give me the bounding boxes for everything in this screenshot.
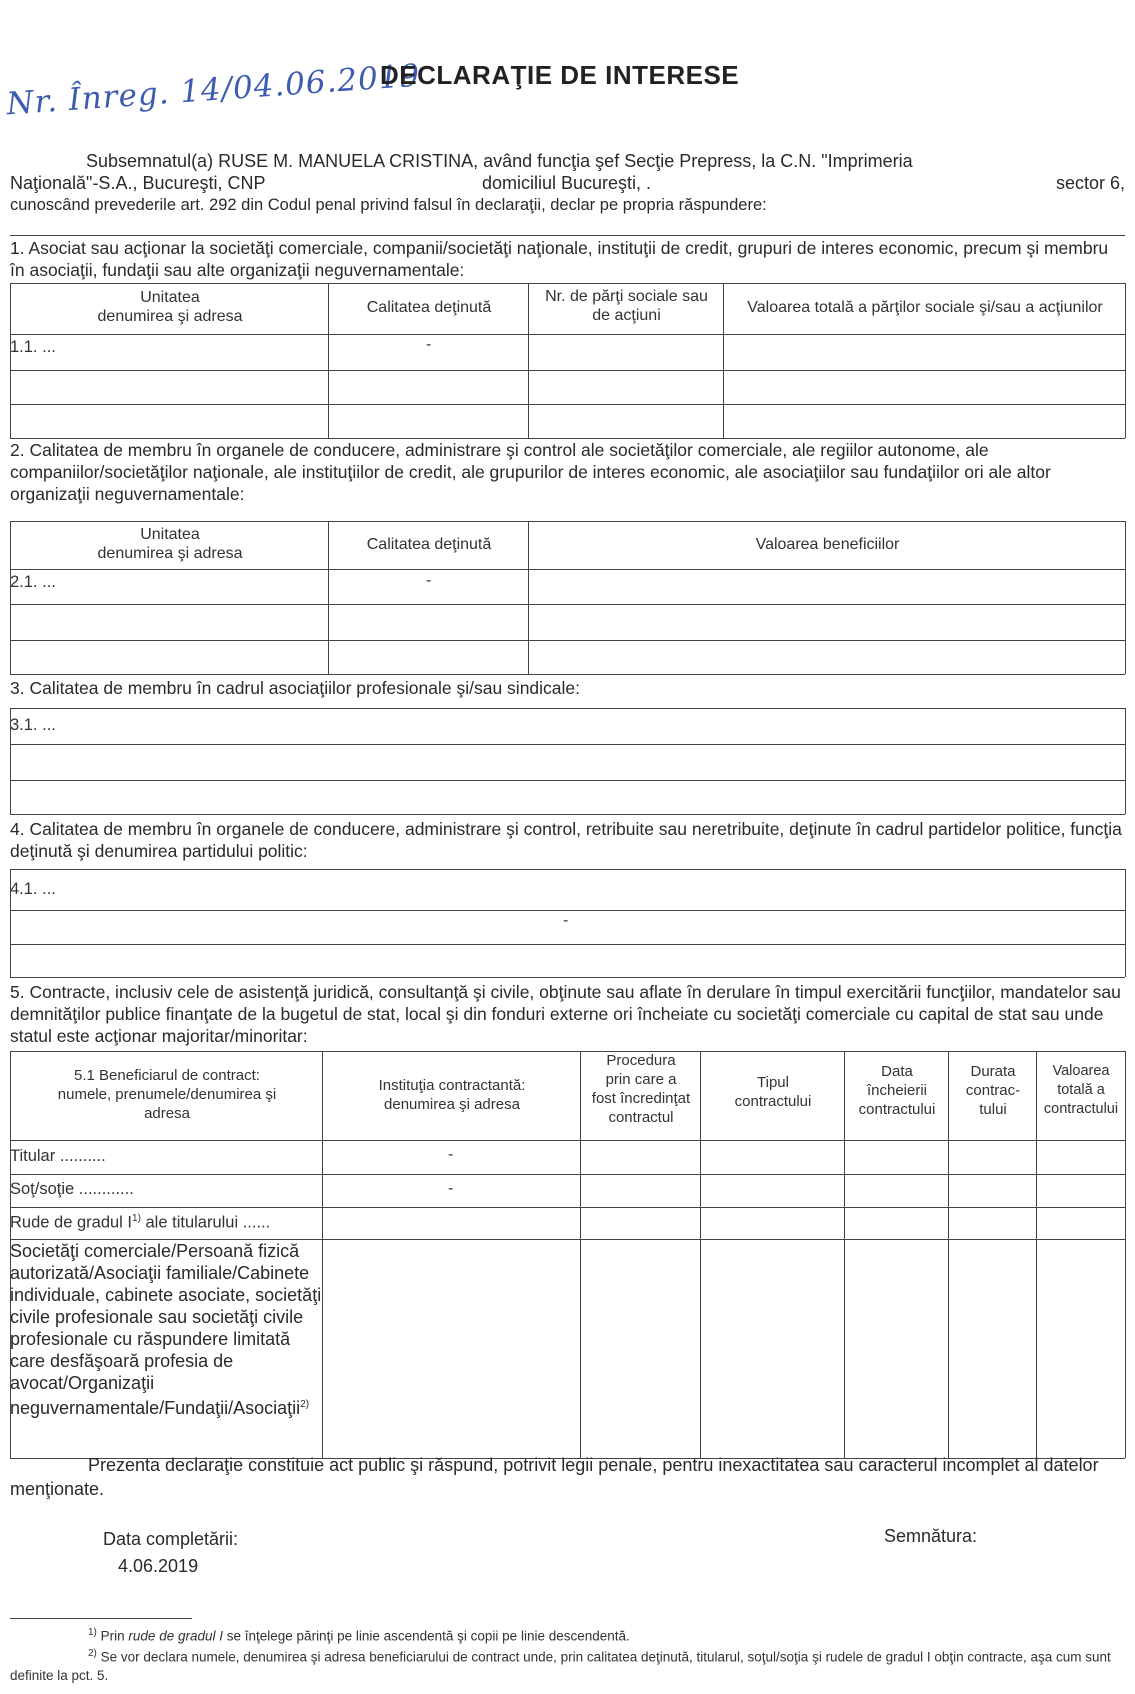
s5-row-spouse: Soţ/soţie ............ xyxy=(10,1180,134,1198)
s3-row-1: 3.1. ... xyxy=(10,716,56,734)
section-2-heading: 2. Calitatea de membru în organele de conducere, administrare şi control ale societăţilor comerciale, ale regiilor autonome, ale companiilor/societăţilor naţionale, ale instituţiilor de credit, ale grupurilor de interes economic, ale asociaţiilor sau fundaţiilor ori ale altor organizaţii neguvernamentale: xyxy=(10,440,1051,504)
signature-label: Semnătura: xyxy=(884,1526,978,1546)
s5-dash-spouse: - xyxy=(448,1180,454,1197)
handwritten-registration-number: Nr. Înreg. 14/04.06.2019 xyxy=(5,57,422,123)
date-label: Data completării: xyxy=(103,1529,239,1549)
footnote-1: $^{1)}$ Prin rude de gradul I se înţelege părinţi pe linie ascendentă şi copii pe linie descendentă. xyxy=(88,1627,630,1644)
document-title: DECLARAŢIE DE INTERESE xyxy=(380,60,740,90)
s1-dash: - xyxy=(426,336,432,353)
s5-col-value: Valoarea totală a contractului xyxy=(1043,1063,1119,1117)
s2-col-benefits: Valoarea beneficiilor xyxy=(755,536,900,553)
footnote-2: $^{2)}$ Se vor declara numele, denumirea şi adresa beneficiarului de contract unde, prin calitatea deţinută, titularul, soţul/soţia şi rudele de gradul I obţin contracte, aşa cum sunt definite la pct. 5. xyxy=(10,1648,1111,1683)
intro-domicile: domiciliul Bucureşti, . xyxy=(482,173,652,193)
s1-col-shares: Nr. de părţi sociale sau de acţiuni xyxy=(545,288,708,324)
date-value: 4.06.2019 xyxy=(118,1556,199,1576)
intro-line-1: Subsemnatul(a) RUSE M. MANUELA CRISTINA, având funcţia şef Secţie Prepress, la C.N. "Imprimeria xyxy=(86,151,913,171)
s5-dash-titular: - xyxy=(448,1146,454,1163)
s1-col-quality: Calitatea deţinută xyxy=(366,299,492,316)
s5-col-procedure: Procedura prin care a fost încredinţat contractul xyxy=(591,1052,691,1126)
s5-row-entities: Societăţi comerciale/Persoană fizică autorizată/Asociaţii familiale/Cabinete individuale, cabinete asociate, societăţi civile profesionale sau societăţi civile profesionale cu răspundere limitată care desfăşoară profesia de avocat/Organizaţii neguvernamentale/Fundaţii/Asociaţii$^{2)}$ xyxy=(10,1241,322,1418)
s5-col-beneficiary: 5.1 Beneficiarul de contract: numele, prenumele/denumirea şi adresa xyxy=(57,1067,277,1122)
s1-row-1: 1.1. ... xyxy=(10,338,56,356)
intro-cnp: Naţională"-S.A., Bucureşti, CNP xyxy=(10,173,266,193)
s2-col-unit: Unitatea denumirea şi adresa xyxy=(97,526,243,562)
closing-statement: Prezenta declaraţie constituie act public şi răspund, potrivit legii penale, pentru inexactitatea sau caracterul incomplet al datelor menţionate. xyxy=(10,1455,1099,1499)
s5-row-titular: Titular .......... xyxy=(10,1147,106,1165)
s5-row-relatives: Rude de gradul $I^{1)}$ ale titularului ...... xyxy=(10,1213,271,1232)
intro-line-2 xyxy=(10,172,1125,194)
s1-col-value: Valoarea totală a părţilor sociale şi/sau a acţiunilor xyxy=(747,299,1103,316)
s1-col-unit: Unitatea denumirea şi adresa xyxy=(97,289,243,325)
s5-col-date: Data încheierii contractului xyxy=(858,1063,936,1118)
section-1-heading: 1. Asociat sau acţionar la societăţi comerciale, companii/societăţi naţionale, instituţii de credit, grupuri de interes economic, precum şi membru în asociaţii, fundaţii sau alte organizaţii neguvernamentale: xyxy=(10,238,1109,280)
intro-line-3: cunoscând prevederile art. 292 din Codul penal privind falsul în declaraţii, declar pe propria răspundere: xyxy=(10,196,767,214)
section-5-heading: 5. Contracte, inclusiv cele de asistenţă juridică, consultanţă şi civile, obţinute sau aflate în derulare în timpul exercitării funcţiilor, mandatelor sau demnităţilor publice finanţate de la bugetul de stat, local şi din fonduri externe ori încheiate cu societăţi comerciale cu capital de stat sau unde statul este acţionar majoritar/minoritar: xyxy=(10,982,1121,1046)
s2-col-quality: Calitatea deţinută xyxy=(366,536,492,553)
declarant-intro xyxy=(10,150,1125,216)
s5-col-type: Tipul contractului xyxy=(734,1074,812,1110)
s4-row-1: 4.1. ... xyxy=(10,880,56,898)
s2-dash: - xyxy=(426,572,432,589)
s4-dash: - xyxy=(563,912,569,929)
s2-row-1: 2.1. ... xyxy=(10,573,56,591)
s5-col-duration: Durata contrac- tului xyxy=(965,1063,1021,1118)
section-3-heading: 3. Calitatea de membru în cadrul asociaţiilor profesionale şi/sau sindicale: xyxy=(10,678,581,698)
section-4-heading: 4. Calitatea de membru în organele de conducere, administrare şi control, retribuite sau neretribuite, deţinute în cadrul partidelor politice, funcţia deţinută şi denumirea partidului politic: xyxy=(10,819,1122,861)
s5-col-institution: Instituţia contractantă: denumirea şi adresa xyxy=(378,1077,526,1113)
intro-sector: sector 6, xyxy=(1055,173,1125,193)
